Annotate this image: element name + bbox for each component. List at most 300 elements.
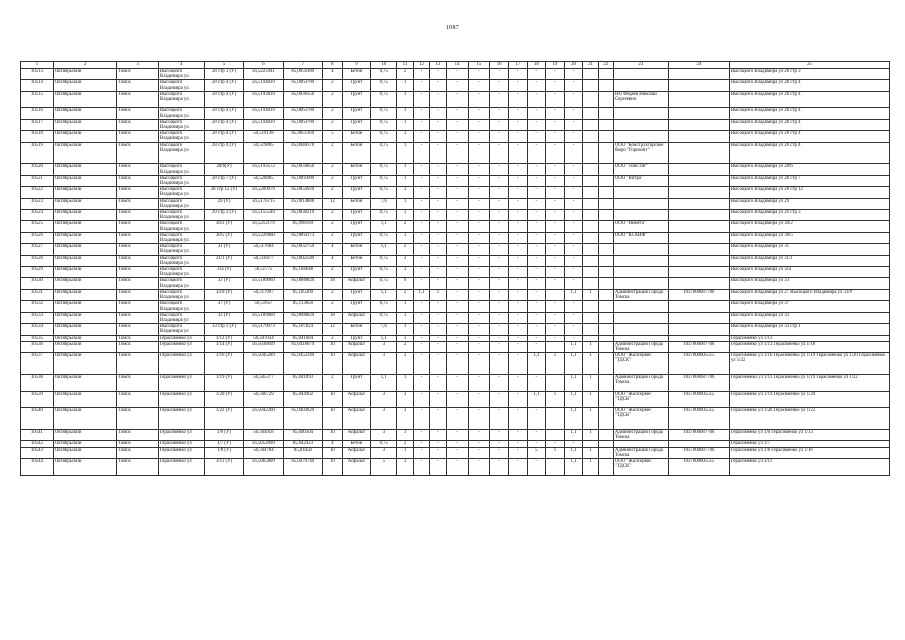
table-cell: 85,0034650 bbox=[283, 164, 322, 175]
table-row bbox=[21, 210, 890, 221]
table-cell: 56,5189069 bbox=[244, 312, 283, 323]
table-cell: - bbox=[446, 119, 468, 130]
table-cell: - bbox=[508, 289, 527, 300]
table-cell bbox=[583, 221, 598, 232]
table-cell: - bbox=[413, 221, 429, 232]
column-number-header: 9 bbox=[342, 62, 370, 69]
column-number-header: 6 bbox=[244, 62, 283, 69]
table-cell: 85,0042589 bbox=[283, 255, 322, 266]
table-cell: - bbox=[446, 131, 468, 142]
table-cell: - bbox=[490, 301, 509, 312]
table-cell: 1,1 bbox=[371, 374, 397, 391]
table-cell: - bbox=[527, 119, 546, 130]
table-cell: - bbox=[527, 221, 546, 232]
table-cell: 56,504784 bbox=[244, 447, 283, 458]
table-cell: 2 bbox=[323, 335, 343, 341]
table-cell: Высоцкого Владимира ул 31а bbox=[729, 267, 889, 278]
table-cell bbox=[668, 91, 729, 108]
table-cell: 56,5045289 bbox=[244, 353, 283, 375]
table-cell: - bbox=[430, 312, 446, 323]
table-cell: Бетон bbox=[342, 244, 370, 255]
table-cell: Томск bbox=[117, 374, 159, 391]
table-cell: 85,0088829 bbox=[283, 312, 322, 323]
table-cell: - bbox=[527, 108, 546, 119]
table-cell: 0,75 bbox=[371, 69, 397, 80]
table-cell: Грунт bbox=[342, 91, 370, 108]
table-cell: - bbox=[527, 289, 546, 300]
table-cell bbox=[583, 91, 598, 108]
table-cell: Октябрьский bbox=[53, 142, 116, 164]
table-cell: - bbox=[490, 429, 509, 440]
table-cell: 56,5038699 bbox=[244, 341, 283, 352]
table-cell: 1037000087706 bbox=[668, 374, 729, 391]
column-number-header: 5 bbox=[204, 62, 243, 69]
table-cell: 7,6 bbox=[371, 198, 397, 209]
table-cell: Асфальт bbox=[342, 391, 370, 408]
table-cell: 28 стр 4 (У) bbox=[204, 131, 243, 142]
table-cell: 1,1 bbox=[564, 391, 583, 408]
table-cell: 1 bbox=[397, 447, 413, 458]
table-cell: 85,0054929 bbox=[283, 187, 322, 198]
table-row bbox=[21, 301, 890, 312]
table-cell: - bbox=[546, 267, 565, 278]
table-cell: Высоцкого Владимира ул. bbox=[158, 232, 204, 243]
table-cell: - bbox=[490, 391, 509, 408]
table-cell: Грунт bbox=[342, 80, 370, 91]
table-cell: Высоцкого Владимира ул 28 стр 4 bbox=[729, 108, 889, 119]
table-cell bbox=[668, 278, 729, 289]
table-cell: 10 bbox=[323, 408, 343, 430]
table-cell: 10534 bbox=[21, 324, 54, 335]
table-cell: Высоцкого Владимира ул. bbox=[158, 175, 204, 186]
table-cell: Высоцкого Владимира ул. bbox=[158, 289, 204, 300]
table-cell: Октябрьский bbox=[53, 324, 116, 335]
table-cell bbox=[668, 210, 729, 221]
table-cell: Октябрьский bbox=[53, 267, 116, 278]
table-cell: Томск bbox=[117, 335, 159, 341]
table-cell: - bbox=[508, 198, 527, 209]
table-row bbox=[21, 278, 890, 289]
table-cell: Томск bbox=[117, 324, 159, 335]
table-cell: - bbox=[546, 324, 565, 335]
table-cell: 28 стр 4 (У) bbox=[204, 91, 243, 108]
table-cell: Томск bbox=[117, 175, 159, 186]
table-cell bbox=[598, 175, 613, 186]
table-cell: Герасименко ул bbox=[158, 374, 204, 391]
table-cell: 1/19 (У) bbox=[204, 374, 243, 391]
table-cell: - bbox=[490, 267, 509, 278]
table-cell: 3 bbox=[371, 447, 397, 458]
table-cell: 56,505377 bbox=[244, 374, 283, 391]
table-cell: 2 bbox=[397, 255, 413, 266]
table-cell: - bbox=[564, 198, 583, 209]
table-cell: Высоцкого Владимира ул. bbox=[158, 80, 204, 91]
table-cell: - bbox=[490, 312, 509, 323]
table-cell bbox=[598, 301, 613, 312]
table-cell: 1 bbox=[397, 232, 413, 243]
table-cell: - bbox=[564, 232, 583, 243]
table-cell: - bbox=[546, 142, 565, 164]
table-cell: - bbox=[508, 312, 527, 323]
table-cell: Томск bbox=[117, 108, 159, 119]
table-cell: Высоцкого Владимира ул. bbox=[158, 278, 204, 289]
table-cell: Высоцкого Владимира ул. bbox=[158, 187, 204, 198]
table-cell: 1 bbox=[397, 267, 413, 278]
table-cell: - bbox=[430, 232, 446, 243]
table-cell: 1 bbox=[397, 210, 413, 221]
table-cell: - bbox=[490, 91, 509, 108]
table-cell: 1 bbox=[430, 289, 446, 300]
table-cell: 85,113858 bbox=[283, 301, 322, 312]
table-cell: - bbox=[508, 142, 527, 164]
table-cell: 1 bbox=[546, 391, 565, 408]
table-cell: Герасименко ул bbox=[158, 458, 204, 475]
table-cell: - bbox=[446, 187, 468, 198]
table-cell: 28 стр 4 (У) bbox=[204, 119, 243, 130]
table-cell bbox=[583, 187, 598, 198]
table-cell: - bbox=[527, 301, 546, 312]
table-cell bbox=[613, 324, 668, 335]
table-cell: 3 bbox=[371, 429, 397, 440]
table-cell: Бетон bbox=[342, 441, 370, 447]
table-cell bbox=[583, 131, 598, 142]
table-cell: - bbox=[413, 119, 429, 130]
table-cell: - bbox=[430, 374, 446, 391]
table-cell bbox=[613, 187, 668, 198]
table-cell: - bbox=[413, 232, 429, 243]
table-cell: - bbox=[430, 119, 446, 130]
table-cell: Высоцкого Владимира ул. bbox=[158, 244, 204, 255]
column-number-header: 23 bbox=[613, 62, 668, 69]
table-cell: - bbox=[490, 255, 509, 266]
table-cell: 30/2 (У) bbox=[204, 221, 243, 232]
table-cell: Грунт bbox=[342, 289, 370, 300]
table-body bbox=[21, 62, 890, 476]
table-cell: 1 bbox=[397, 198, 413, 209]
table-cell: - bbox=[527, 267, 546, 278]
table-row bbox=[21, 142, 890, 164]
table-cell: - bbox=[546, 198, 565, 209]
table-cell: Грунт bbox=[342, 374, 370, 391]
table-cell: 2 bbox=[323, 175, 343, 186]
table-cell: - bbox=[468, 108, 490, 119]
table-row bbox=[21, 232, 890, 243]
table-cell: - bbox=[490, 441, 509, 447]
table-cell: Октябрьский bbox=[53, 374, 116, 391]
table-cell: - bbox=[564, 142, 583, 164]
table-cell: - bbox=[508, 187, 527, 198]
table-cell: 3 bbox=[397, 391, 413, 408]
table-cell: Октябрьский bbox=[53, 175, 116, 186]
table-cell: Томск bbox=[117, 267, 159, 278]
table-cell: - bbox=[508, 447, 527, 458]
table-cell: - bbox=[468, 267, 490, 278]
table-cell: 10536 bbox=[21, 341, 54, 352]
table-cell: - bbox=[527, 278, 546, 289]
table-cell: - bbox=[490, 324, 509, 335]
table-cell: 1037000087706 bbox=[668, 341, 729, 352]
table-cell: Томск bbox=[117, 187, 159, 198]
table-cell: 1 bbox=[583, 353, 598, 375]
table-cell: - bbox=[413, 429, 429, 440]
table-cell: - bbox=[490, 175, 509, 186]
table-cell: - bbox=[430, 391, 446, 408]
table-cell: 56,5176715 bbox=[244, 198, 283, 209]
table-cell: Октябрьский bbox=[53, 408, 116, 430]
table-row bbox=[21, 374, 890, 391]
table-cell bbox=[613, 119, 668, 130]
table-cell: 85,0403829 bbox=[283, 408, 322, 430]
table-cell: - bbox=[468, 175, 490, 186]
table-cell: - bbox=[468, 353, 490, 375]
table-cell: 1 bbox=[397, 142, 413, 164]
table-cell: - bbox=[546, 255, 565, 266]
table-cell: Высоцкого Владимира ул. bbox=[158, 131, 204, 142]
table-cell: 10521 bbox=[21, 175, 54, 186]
table-cell: 2 bbox=[323, 210, 343, 221]
table-cell: - bbox=[527, 458, 546, 475]
table-cell: 37 (У) bbox=[204, 301, 243, 312]
column-number-header: 13 bbox=[430, 62, 446, 69]
table-cell: 56,5194019 bbox=[244, 119, 283, 130]
table-cell: - bbox=[546, 301, 565, 312]
table-row bbox=[21, 119, 890, 130]
table-cell: - bbox=[564, 187, 583, 198]
table-cell: Грунт bbox=[342, 187, 370, 198]
table-cell: 10541 bbox=[21, 429, 54, 440]
table-cell: Герасименко ул 1/20 Герасименко ул 1/22 bbox=[729, 408, 889, 430]
table-cell: Высоцкого Владимира ул 28 стр 4 bbox=[729, 131, 889, 142]
table-cell: 10540 bbox=[21, 408, 54, 430]
table-cell: - bbox=[546, 335, 565, 341]
table-cell: 1 bbox=[397, 119, 413, 130]
table-cell: 1 bbox=[397, 187, 413, 198]
table-cell: Герасименко ул bbox=[158, 335, 204, 341]
table-row bbox=[21, 187, 890, 198]
table-cell bbox=[583, 278, 598, 289]
column-number-header: 10 bbox=[371, 62, 397, 69]
table-cell: - bbox=[508, 175, 527, 186]
table-cell: Высоцкого Владимира ул 30/2 bbox=[729, 221, 889, 232]
table-cell: 29 стр 3 (У) bbox=[204, 210, 243, 221]
table-cell: 0,75 bbox=[371, 131, 397, 142]
table-cell bbox=[598, 232, 613, 243]
table-cell: Октябрьский bbox=[53, 119, 116, 130]
table-cell: 2 bbox=[323, 108, 343, 119]
table-cell bbox=[613, 131, 668, 142]
table-cell bbox=[583, 175, 598, 186]
table-cell: - bbox=[527, 210, 546, 221]
table-cell: Высоцкого Владимира ул 33 bbox=[729, 278, 889, 289]
table-cell: 2 bbox=[323, 142, 343, 164]
table-cell: - bbox=[468, 391, 490, 408]
table-cell: - bbox=[490, 69, 509, 80]
table-cell bbox=[668, 232, 729, 243]
table-cell bbox=[668, 80, 729, 91]
table-cell: Высоцкого Владимира ул. bbox=[158, 198, 204, 209]
table-cell: - bbox=[490, 142, 509, 164]
table-cell: 56,5225941 bbox=[244, 69, 283, 80]
table-cell: - bbox=[430, 335, 446, 341]
table-cell: 10523 bbox=[21, 198, 54, 209]
table-cell: - bbox=[564, 301, 583, 312]
table-cell: - bbox=[468, 312, 490, 323]
table-cell: - bbox=[527, 312, 546, 323]
table-cell: Высоцкого Владимира ул 28 стр 7 bbox=[729, 175, 889, 186]
table-cell: 56,5155549 bbox=[244, 210, 283, 221]
table-cell: 1 bbox=[397, 175, 413, 186]
table-cell: - bbox=[430, 198, 446, 209]
table-cell: Томск bbox=[117, 301, 159, 312]
table-cell: - bbox=[430, 142, 446, 164]
table-cell: - bbox=[430, 458, 446, 475]
table-cell: 10 bbox=[323, 429, 343, 440]
table-cell: Высоцкого Владимира ул 31/1 bbox=[729, 255, 889, 266]
table-cell: - bbox=[508, 408, 527, 430]
table-cell: 0,75 bbox=[371, 91, 397, 108]
table-cell bbox=[583, 119, 598, 130]
table-cell: 1 bbox=[397, 324, 413, 335]
table-cell: Высоцкого Владимира ул 28 стр 4 bbox=[729, 80, 889, 91]
table-cell: - bbox=[564, 278, 583, 289]
table-cell: 4 bbox=[323, 441, 343, 447]
table-cell: 10 bbox=[323, 353, 343, 375]
table-row bbox=[21, 221, 890, 232]
table-cell bbox=[668, 164, 729, 175]
table-cell: - bbox=[468, 198, 490, 209]
table-cell: Грунт bbox=[342, 119, 370, 130]
table-cell: - bbox=[413, 341, 429, 352]
table-cell: 10530 bbox=[21, 278, 54, 289]
table-cell: - bbox=[468, 301, 490, 312]
table-cell: 0,75 bbox=[371, 441, 397, 447]
table-cell: 30/5 (У) bbox=[204, 232, 243, 243]
table-cell: - bbox=[527, 164, 546, 175]
table-cell bbox=[598, 353, 613, 375]
table-cell: 2 bbox=[323, 80, 343, 91]
table-cell: 2 bbox=[323, 232, 343, 243]
table-cell: Герасименко ул 1/13 Герасименко ул 1/18 bbox=[729, 341, 889, 352]
table-cell: 0,75 bbox=[371, 119, 397, 130]
table-cell bbox=[583, 244, 598, 255]
table-cell: 3 bbox=[371, 408, 397, 430]
column-number-header: 12 bbox=[413, 62, 429, 69]
table-cell bbox=[598, 391, 613, 408]
table-cell: 56,517997 bbox=[244, 289, 283, 300]
table-cell: - bbox=[508, 353, 527, 375]
table-cell: - bbox=[430, 187, 446, 198]
table-cell: 1,1 bbox=[371, 335, 397, 341]
table-cell: 56,5189069 bbox=[244, 278, 283, 289]
table-cell: - bbox=[490, 244, 509, 255]
table-cell: 1037000005515 bbox=[668, 458, 729, 475]
table-cell: - bbox=[446, 267, 468, 278]
table-cell bbox=[546, 374, 565, 391]
table-cell: - bbox=[490, 278, 509, 289]
table-cell: - bbox=[564, 164, 583, 175]
table-cell: - bbox=[490, 198, 509, 209]
table-cell: 85,0479749 bbox=[283, 458, 322, 475]
table-cell: - bbox=[564, 255, 583, 266]
table-cell: - bbox=[413, 164, 429, 175]
table-cell: - bbox=[413, 255, 429, 266]
table-cell: 10532 bbox=[21, 301, 54, 312]
table-row bbox=[21, 341, 890, 352]
table-cell: Герасименко ул 1/16 Герасименко ул 1/19 Герасименко ул 1/20 Герасименко ул 1/22 bbox=[729, 353, 889, 375]
table-cell: - bbox=[546, 441, 565, 447]
table-cell: Герасименко ул bbox=[158, 447, 204, 458]
table-cell bbox=[598, 198, 613, 209]
table-cell: - bbox=[527, 441, 546, 447]
table-cell: Асфальт bbox=[342, 312, 370, 323]
table-cell: Грунт bbox=[342, 335, 370, 341]
table-cell bbox=[598, 324, 613, 335]
table-cell: Октябрьский bbox=[53, 278, 116, 289]
table-cell bbox=[598, 164, 613, 175]
table-cell: Герасименко ул 1/7 bbox=[729, 441, 889, 447]
table-cell: - bbox=[564, 244, 583, 255]
table-cell: 1 bbox=[397, 131, 413, 142]
table-cell: - bbox=[430, 255, 446, 266]
table-row bbox=[21, 255, 890, 266]
table-cell: Октябрьский bbox=[53, 164, 116, 175]
table-cell: Октябрьский bbox=[53, 301, 116, 312]
table-cell: - bbox=[446, 429, 468, 440]
column-number-header: 14 bbox=[446, 62, 468, 69]
table-cell: Октябрьский bbox=[53, 429, 116, 440]
table-cell: Высоцкого Владимира ул bbox=[158, 312, 204, 323]
table-cell: 56,5193839 bbox=[244, 91, 283, 108]
table-cell: - bbox=[413, 175, 429, 186]
column-number-header: 3 bbox=[117, 62, 159, 69]
table-cell: Грунт bbox=[342, 301, 370, 312]
table-cell: Высоцкого Владимира ул 28 стр 4 bbox=[729, 142, 889, 164]
table-cell: - bbox=[468, 289, 490, 300]
table-cell: 3 bbox=[397, 408, 413, 430]
table-cell: Томск bbox=[117, 447, 159, 458]
column-number-header: 19 bbox=[546, 62, 565, 69]
table-cell: ООО "Витра" bbox=[613, 175, 668, 186]
table-cell bbox=[583, 164, 598, 175]
table-cell: Высоцкого Владимира ул. bbox=[158, 301, 204, 312]
table-cell: - bbox=[508, 244, 527, 255]
table-cell: - bbox=[468, 187, 490, 198]
table-cell: - bbox=[446, 278, 468, 289]
column-number-header: 11 bbox=[397, 62, 413, 69]
table-cell: 2 bbox=[397, 69, 413, 80]
table-cell: - bbox=[490, 289, 509, 300]
table-cell: - bbox=[527, 198, 546, 209]
table-cell: Томск bbox=[117, 289, 159, 300]
table-row bbox=[21, 198, 890, 209]
table-cell: 1 bbox=[583, 458, 598, 475]
table-cell: - bbox=[490, 232, 509, 243]
table-cell: - bbox=[527, 187, 546, 198]
table-cell: - bbox=[508, 441, 527, 447]
table-cell: ООО "Жилсервис "ТДСК" bbox=[613, 391, 668, 408]
table-cell: - bbox=[490, 341, 509, 352]
table-cell: 28 стр 3 (У) bbox=[204, 69, 243, 80]
table-cell: 56,5042260 bbox=[244, 408, 283, 430]
table-cell: - bbox=[546, 131, 565, 142]
table-cell: 1 bbox=[397, 164, 413, 175]
table-cell: - bbox=[527, 341, 546, 352]
table-cell bbox=[583, 267, 598, 278]
table-cell: - bbox=[490, 374, 509, 391]
table-cell: - bbox=[468, 91, 490, 108]
column-number-header: 15 bbox=[468, 62, 490, 69]
table-cell: 85,040504 bbox=[283, 429, 322, 440]
